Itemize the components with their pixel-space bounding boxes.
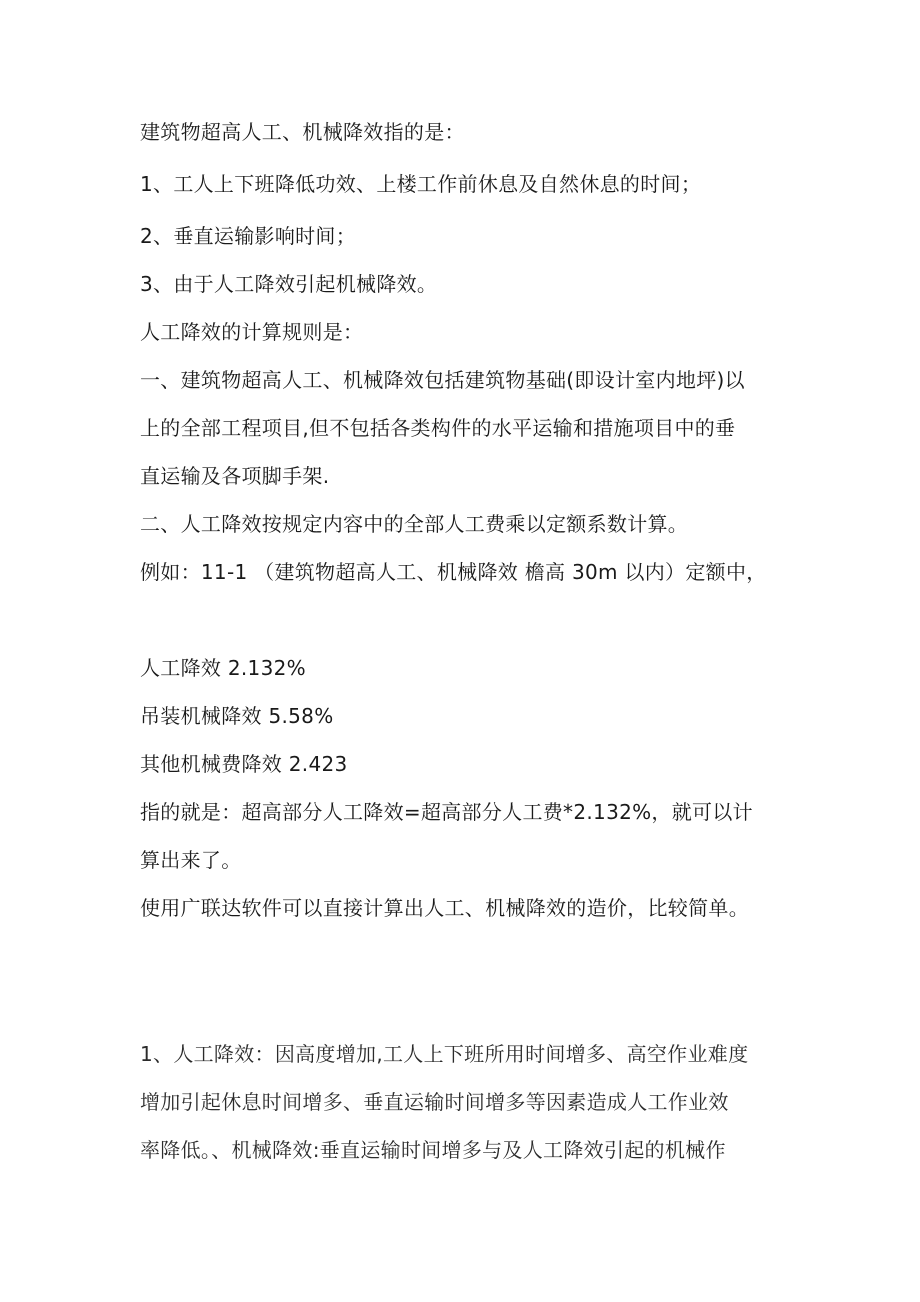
list-item: 1、工人上下班降低功效、上楼工作前休息及自然休息的时间；	[140, 172, 702, 196]
example-line: 例如：11-1 （建筑物超高人工、机械降效 檐高 30m 以内）定额中，	[140, 560, 767, 584]
value-line: 吊装机械降效 5.58%	[140, 704, 334, 728]
explanation-line: 增加引起休息时间增多、垂直运输时间增多等因素造成人工作业效	[140, 1090, 729, 1114]
meaning-line: 指的就是：超高部分人工降效=超高部分人工费*2.132%，就可以计	[140, 800, 753, 824]
rule-1-line: 上的全部工程项目,但不包括各类构件的水平运输和措施项目中的垂	[140, 416, 736, 440]
rule-2: 二、人工降效按规定内容中的全部人工费乘以定额系数计算。	[140, 512, 689, 536]
list-item: 3、由于人工降效引起机械降效。	[140, 272, 438, 296]
explanation-line: 1、人工降效：因高度增加,工人上下班所用时间增多、高空作业难度	[140, 1042, 749, 1066]
value-line: 其他机械费降效 2.423	[140, 752, 348, 776]
software-note: 使用广联达软件可以直接计算出人工、机械降效的造价，比较简单。	[140, 896, 749, 920]
value-line: 人工降效 2.132%	[140, 656, 306, 680]
rule-1-line: 直运输及各项脚手架.	[140, 464, 330, 488]
rule-1-line: 一、建筑物超高人工、机械降效包括建筑物基础(即设计室内地坪)以	[140, 368, 745, 392]
rules-heading: 人工降效的计算规则是：	[140, 320, 364, 344]
document-heading: 建筑物超高人工、机械降效指的是：	[140, 120, 465, 144]
explanation-line: 率降低。、机械降效:垂直运输时间增多与及人工降效引起的机械作	[140, 1138, 726, 1162]
meaning-line: 算出来了。	[140, 848, 242, 872]
list-item: 2、垂直运输影响时间；	[140, 224, 357, 248]
